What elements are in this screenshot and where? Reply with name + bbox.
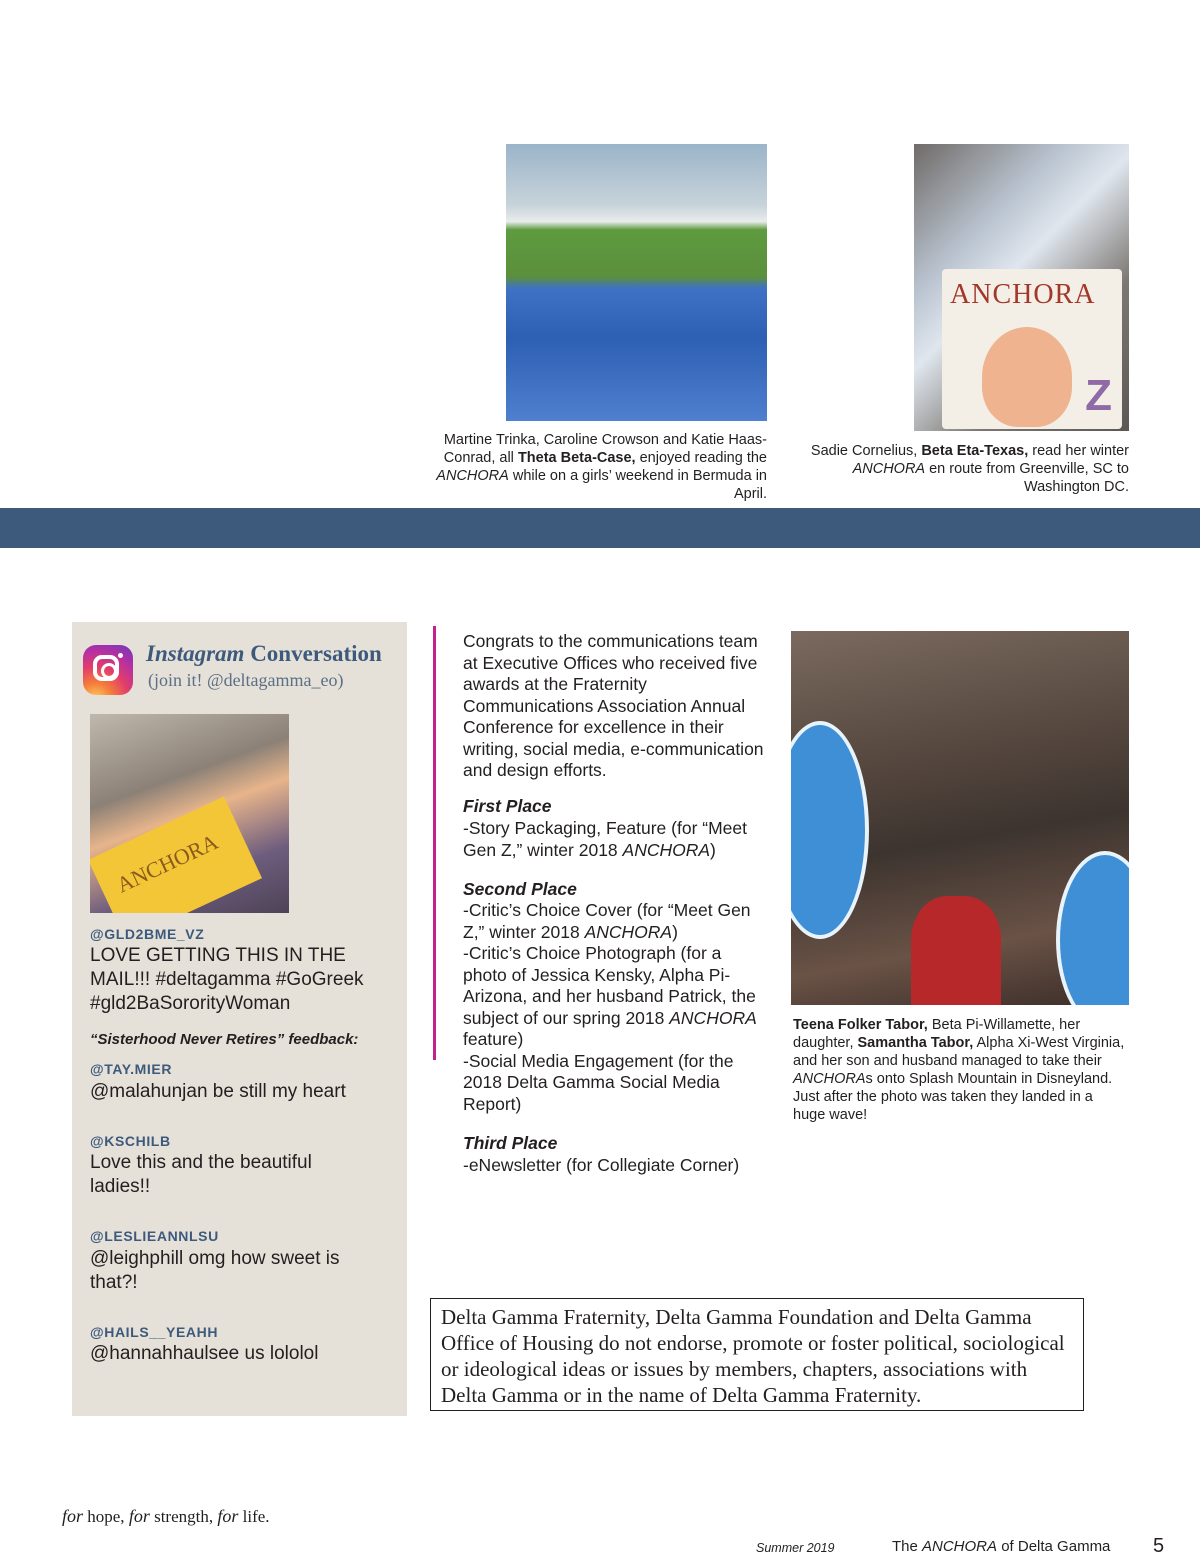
third-place-text: -eNewsletter (for Collegiate Corner): [463, 1155, 740, 1175]
second-place-text: -Critic’s Choice Cover (for “Meet Gen Z,” winter 2018 ANCHORA) -Critic’s Choice Photograph (for a photo of Jessica Kensky, Alpha Pi-Arizona, and her husband Patrick, the subject of our spring 2018 ANCHORA feature) -Social Media Engagement (for the 2018 Delta Gamma Social Media Report): [463, 900, 757, 1114]
footer-issue: Summer 2019: [756, 1541, 835, 1555]
first-place-text: -Story Packaging, Feature (for “Meet Gen Z,” winter 2018 ANCHORA): [463, 818, 747, 860]
first-place-heading: First Place: [463, 796, 552, 816]
pool-photo-caption: Martine Trinka, Caroline Crowson and Katie Haas-Conrad, all Theta Beta-Case, enjoyed reading the ANCHORA while on a girls’ weekend in Bermuda in April.: [436, 432, 767, 502]
third-place-heading: Third Place: [463, 1133, 558, 1153]
splash-photo-caption: Teena Folker Tabor, Beta Pi-Willamette, her daughter, Samantha Tabor, Alpha Xi-West Virginia, and her son and husband managed to take their ANCHORAs onto Splash Mountain in Disneyland. Just after the photo was taken they landed in a huge wave!: [793, 1017, 1125, 1123]
magazine-title: ANCHORA: [112, 828, 222, 898]
airplane-photo-caption: Sadie Cornelius, Beta Eta-Texas, read her winter ANCHORA en route from Greenville, SC to Washington DC.: [810, 443, 1129, 495]
feedback-label: “Sisterhood Never Retires” feedback:: [90, 1031, 359, 1048]
accent-rule: [433, 626, 436, 1060]
section-divider-band: [0, 508, 1200, 548]
post-handle: @TAY.MIER: [90, 1061, 173, 1077]
instagram-title: Instagram Conversation: [146, 641, 382, 666]
disclaimer-box: Delta Gamma Fraternity, Delta Gamma Foundation and Delta Gamma Office of Housing do not endorse, promote or foster political, sociological or ideological ideas or issues by members, chapters, associations with Delta Gamma or in the name of Delta Gamma Fraternity.: [430, 1298, 1084, 1411]
post-text: @leighphill omg how sweet is that?!: [90, 1248, 340, 1293]
second-place-heading: Second Place: [463, 879, 577, 899]
footer-publication: The ANCHORA of Delta Gamma: [892, 1538, 1111, 1555]
pool-photo: [506, 144, 767, 421]
post-text: @hannahhaulsee us lololol: [90, 1343, 319, 1364]
post-handle: @GLD2BME_VZ: [90, 926, 205, 942]
article-intro: Congrats to the communications team at Executive Offices who received five awards at the Fraternity Communications Association Annual Conference for excellence in their writing, social media, e-communication and design efforts.: [463, 631, 764, 780]
selfie-photo: [90, 714, 289, 913]
post-handle: @KSCHILB: [90, 1133, 171, 1149]
magazine-title: ANCHORA: [950, 279, 1096, 310]
instagram-subtitle: (join it! @deltagamma_eo): [148, 670, 344, 690]
footer-motto: for hope, for strength, for life.: [62, 1506, 270, 1526]
magazine-letter: Z: [1085, 371, 1112, 420]
page-number: 5: [1153, 1535, 1165, 1557]
splash-mountain-photo: [791, 631, 1129, 1005]
airplane-photo: [914, 144, 1129, 431]
post-text: LOVE GETTING THIS IN THE MAIL!!! #deltagamma #GoGreek #gld2BaSororityWoman: [90, 945, 364, 1014]
post-handle: @HAILS__YEAHH: [90, 1324, 219, 1340]
post-handle: @LESLIEANNLSU: [90, 1228, 219, 1244]
post-text: @malahunjan be still my heart: [90, 1081, 346, 1102]
anchora-magazine: [942, 269, 1122, 429]
post-text: Love this and the beautiful ladies!!: [90, 1152, 312, 1197]
instagram-icon: [83, 645, 133, 695]
